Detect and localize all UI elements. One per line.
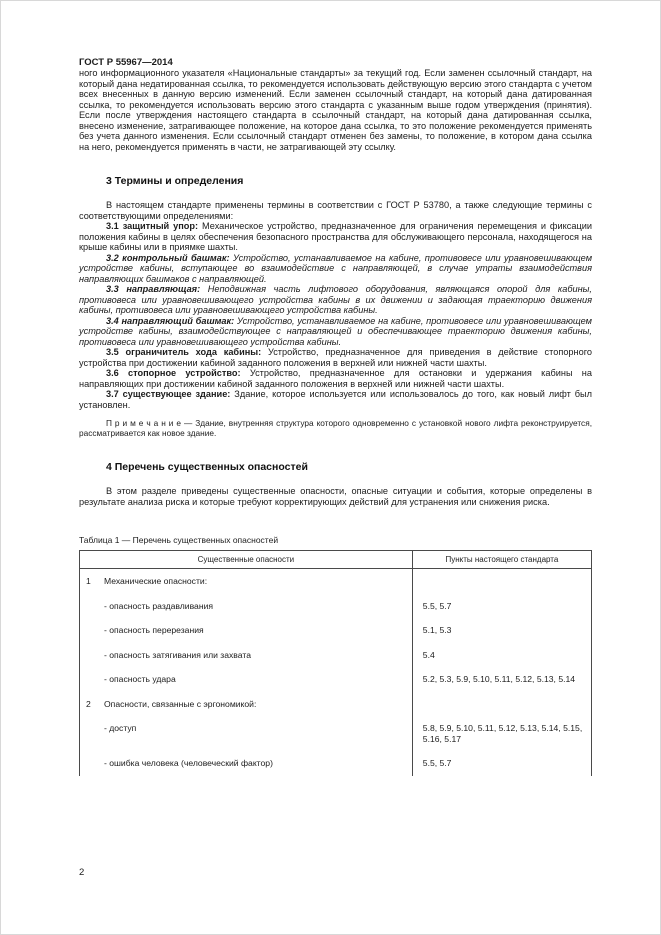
term-3-1-label: 3.1 защитный упор: xyxy=(106,221,199,231)
hazard-label: Опасности, связанные с эргономикой: xyxy=(104,698,257,709)
term-3-5 xyxy=(79,347,592,368)
section3-intro: В настоящем стандарте применены термины в соответствии с ГОСТ Р 53780, а также следующие термины с соответствующими определениями: xyxy=(79,200,592,221)
term-3-6-text: Устройство, предназначенное для остановки и удержания кабины на направляющих при достижении кабиной заданного положения в верхней или нижней части шахты. xyxy=(79,368,592,389)
clause-refs: 5.1, 5.3 xyxy=(422,625,452,635)
table-row xyxy=(80,751,592,776)
term-3-2-text: Устройство, устанавливаемое на кабине, противовесе или уравновешивающем устройстве кабины, вступающее во взаимодействие с направляющей, в случае утраты взаимодействия направляющих башмаков с направляющей. xyxy=(79,252,592,284)
clause-refs xyxy=(412,692,591,717)
note: П р и м е ч а н и е — Здание, внутренняя структура которого одновременно с установкой нового лифта реконструируется, рассматривается как новое здание. xyxy=(79,418,592,438)
term-3-1 xyxy=(79,221,592,253)
term-3-7-text: Здание, которое используется или использовалось до того, как новый лифт был установлен. xyxy=(79,389,592,410)
table-row xyxy=(80,716,592,751)
section4-intro: В этом разделе приведены существенные опасности, опасные ситуации и события, которые определены в результате анализа риска и которые требуют корректирующих действий для устранения или снижения риска. xyxy=(79,486,592,507)
page-number: 2 xyxy=(79,867,85,878)
clause-refs: 5.5, 5.7 xyxy=(422,600,452,611)
hazard-label: - опасность затягивания или захвата xyxy=(104,649,251,660)
hazard-label: - опасность раздавливания xyxy=(104,600,214,611)
table-row xyxy=(80,667,592,692)
term-3-6 xyxy=(79,368,592,389)
section3-title: 3 Термины и определения xyxy=(106,175,244,187)
table-header-hazards: Существенные опасности xyxy=(80,551,413,569)
table-row xyxy=(80,569,592,594)
table-caption: Таблица 1 — Перечень существенных опасностей xyxy=(79,535,279,545)
section4-title: 4 Перечень существенных опасностей xyxy=(106,461,308,473)
table-row xyxy=(80,618,592,643)
term-3-7 xyxy=(79,389,592,410)
table-header-clauses: Пункты настоящего стандарта xyxy=(412,551,591,569)
hazards-table xyxy=(79,550,592,776)
term-3-7-label: 3.7 существующее здание: xyxy=(106,389,231,399)
table-row xyxy=(80,692,592,717)
table-header-row xyxy=(80,551,592,569)
page-content xyxy=(79,57,592,776)
term-3-4 xyxy=(79,316,592,348)
term-3-6-label: 3.6 стопорное устройство: xyxy=(106,368,241,378)
clause-refs xyxy=(412,569,591,594)
term-3-3 xyxy=(79,284,592,316)
doc-code: ГОСТ Р 55967—2014 xyxy=(79,57,173,68)
paragraph-continuation: ного информационного указателя «Национальные стандарты» за текущий год. Если заменен ссылочный стандарт, на который дана недатированная ссылка, то рекомендуется использовать действующую версию этого стандарта с учетом всех внесенных в данную версию изменений. Если заменен ссылочный стандарт, на который дана датированная ссылка, то рекомендуется использовать версию этого стандарта с указанным выше годом утверждения (принятия). Если после утверждения настоящего стандарта в ссылочный стандарт, на который дана датированная ссылка, внесено изменение, затрагивающее положение, на которое дана ссылка, то это положение рекомендуется применять без учета данного изменения. Если ссылочный стандарт отменен без замены, то положение, в котором дана ссылка на него, рекомендуется применять в части, не затрагивающей эту ссылку. xyxy=(79,68,592,152)
term-3-3-text: Неподвижная часть лифтового оборудования, являющаяся опорой для кабины, противовеса или уравновешивающего устройства кабины в их движении и задающая траекторию движения кабины, противовеса или уравновешивающего устройства кабины. xyxy=(79,284,592,315)
hazard-label: - опасность перерезания xyxy=(104,625,204,635)
term-3-4-label: 3.4 направляющий башмак: xyxy=(106,315,235,326)
term-3-5-label: 3.5 ограничитель хода кабины: xyxy=(106,347,262,357)
hazard-label: - ошибка человека (человеческий фактор) xyxy=(104,758,273,768)
row-number: 1 xyxy=(86,576,91,586)
clause-refs: 5.4 xyxy=(422,649,435,660)
term-3-1-text: Механическое устройство, предназначенное для ограничения перемещения и фиксации положения кабины в целях обеспечения безопасного пространства для обслуживающего персонала, находящегося на крыше кабины или в приямке шахты. xyxy=(79,221,592,252)
hazard-label: - опасность удара xyxy=(104,674,176,684)
table-row xyxy=(80,643,592,668)
table-row xyxy=(80,594,592,619)
clause-refs: 5.8, 5.9, 5.10, 5.11, 5.12, 5.13, 5.14, 5.15, 5.16, 5.17 xyxy=(422,723,583,744)
clause-refs: 5.2, 5.3, 5.9, 5.10, 5.11, 5.12, 5.13, 5.14 xyxy=(422,674,576,684)
term-3-2-label: 3.2 контрольный башмак: xyxy=(106,252,230,263)
term-3-2 xyxy=(79,253,592,285)
term-3-4-text: Устройство, устанавливаемое на кабине, противовесе или уравновешивающем устройстве кабины, взаимодействующее с направляющей и обеспечивающее траекторию движения кабины, противовеса или уравновешивающего устройства кабины. xyxy=(79,315,592,347)
row-number: 2 xyxy=(86,698,91,709)
term-3-3-label: 3.3 направляющая: xyxy=(106,284,201,294)
hazard-label: Механические опасности: xyxy=(104,576,208,586)
clause-refs: 5.5, 5.7 xyxy=(422,758,452,768)
hazard-label: - доступ xyxy=(104,723,137,733)
term-3-5-text: Устройство, предназначенное для приведения в действие стопорного устройства при достижении кабиной заданного положения в верхней или нижней части шахты. xyxy=(79,347,592,368)
